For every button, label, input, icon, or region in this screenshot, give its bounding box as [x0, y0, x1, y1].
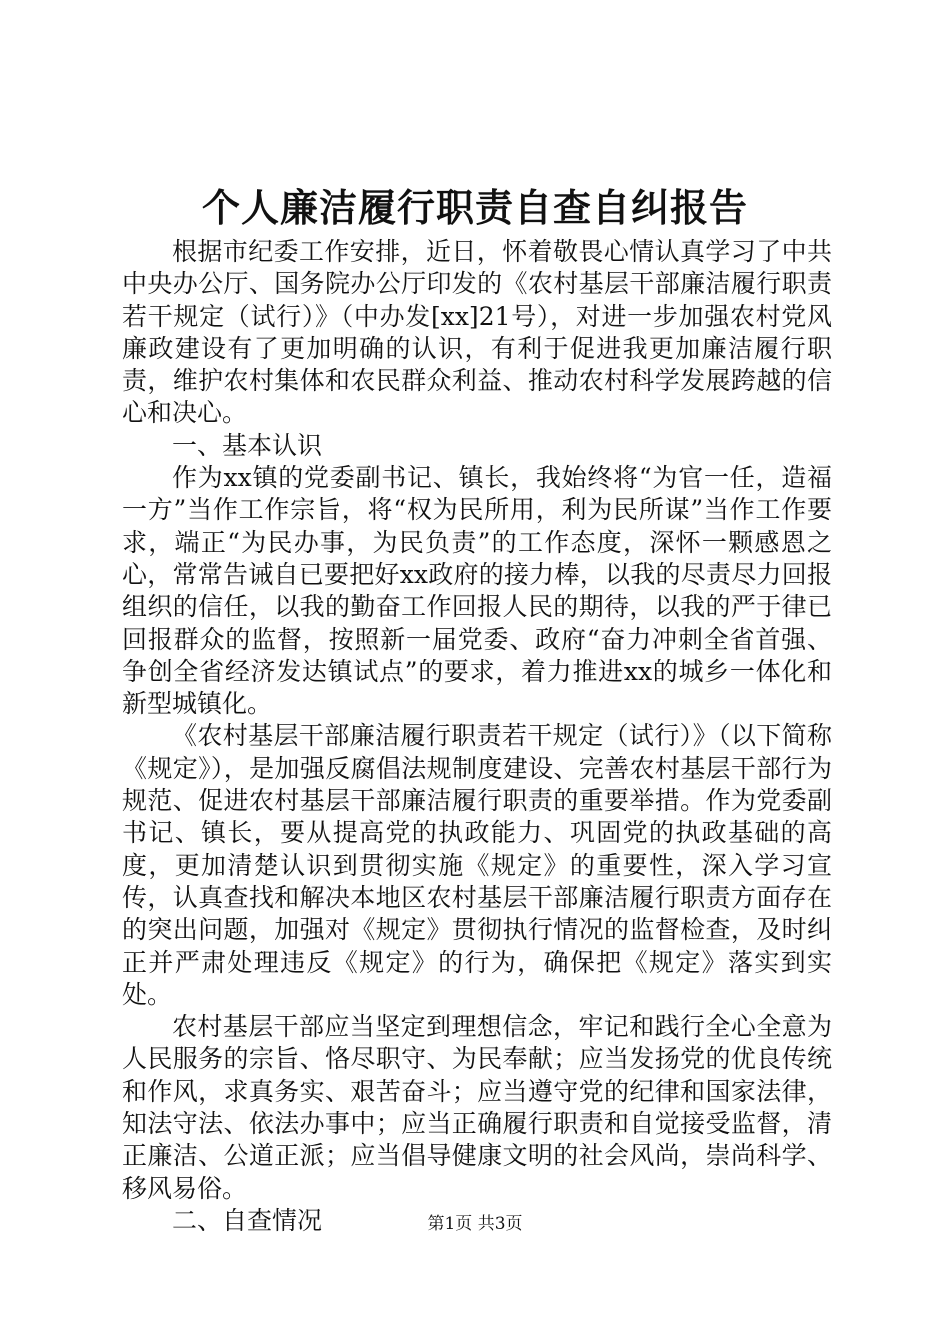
- intro-paragraph: 根据市纪委工作安排，近日，怀着敬畏心情认真学习了中共中央办公厅、国务院办公厅印发的《农村基层干部廉洁履行职责若干规定（试行）》（中办发[xx]21号），对进一步加强农村党风廉政建设有了更加明确的认识，有利于促进我更加廉洁履行职责，维护农村集体和农民群众利益、推动农村科学发展跨越的信心和决心。: [122, 237, 832, 428]
- body-paragraph: 作为xx镇的党委副书记、镇长，我始终将“为官一任，造福一方”当作工作宗旨，将“权为民所用，利为民所谋”当作工作要求，端正“为民办事，为民负责”的工作态度，深怀一颗感恩之心，常常告诫自已要把好xx政府的接力棒，以我的尽责尽力回报组织的信任，以我的勤奋工作回报人民的期待，以我的严于律已回报群众的监督，按照新一届党委、政府“奋力冲刺全省首强、争创全省经济发达镇试点”的要求，着力推进xx的城乡一体化和新型城镇化。: [122, 463, 832, 719]
- body-paragraph: 《农村基层干部廉洁履行职责若干规定（试行）》（以下简称《规定》），是加强反腐倡法规制度建设、完善农村基层干部行为规范、促进农村基层干部廉洁履行职责的重要举措。作为党委副书记、镇长，要从提高党的执政能力、巩固党的执政基础的高度，更加清楚认识到贯彻实施《规定》的重要性，深入学习宣传，认真查找和解决本地区农村基层干部廉洁履行职责方面存在的突出问题，加强对《规定》贯彻执行情况的监督检查，及时纠正并严肃处理违反《规定》的行为，确保把《规定》落实到实处。: [122, 721, 832, 1009]
- section-heading-self-check: 二、自查情况: [172, 1205, 323, 1235]
- section-heading-basic-understanding: 一、基本认识: [172, 430, 323, 460]
- body-paragraph: 农村基层干部应当坚定到理想信念，牢记和践行全心全意为人民服务的宗旨、恪尽职守、为民奉献；应当发扬党的优良传统和作风，求真务实、艰苦奋斗；应当遵守党的纪律和国家法律，知法守法、依法办事中；应当正确履行职责和自觉接受监督，清正廉洁、公道正派；应当倡导健康文明的社会风尚，崇尚科学、移风易俗。: [122, 1012, 832, 1203]
- page-number-footer: 第1页 共3页: [427, 1214, 523, 1234]
- document-title: 个人廉洁履行职责自查自纠报告: [201, 185, 748, 230]
- document-body: [122, 236, 832, 1237]
